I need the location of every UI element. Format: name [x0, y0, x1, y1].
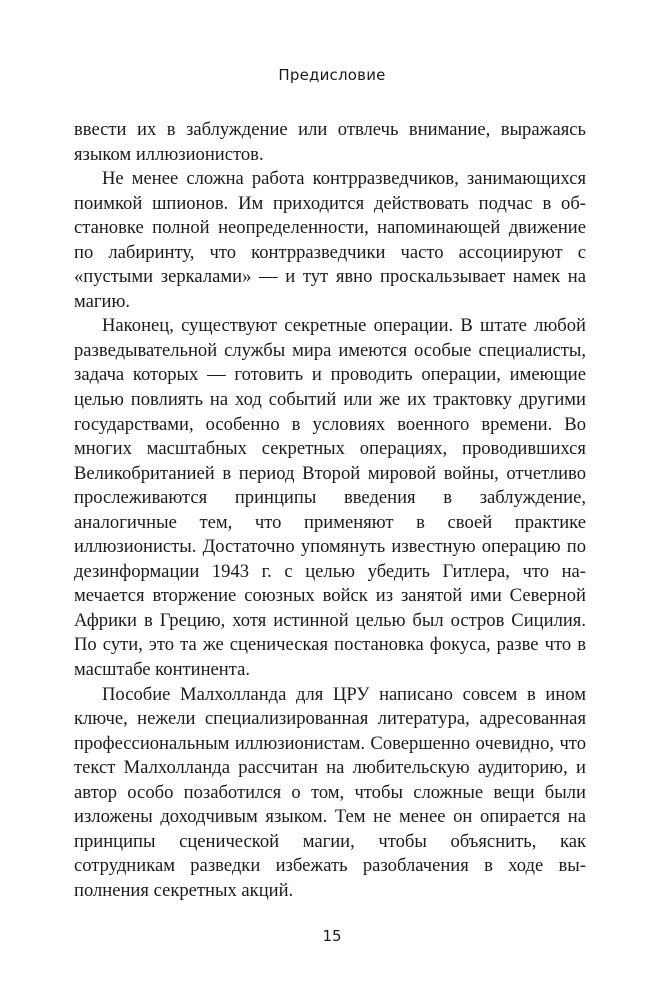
- page-number: 15: [322, 927, 342, 945]
- paragraph-covert-operations: Наконец, существуют секретные операции. В штате любой разведывательной службы мира имеются особые специалисты, задача которых — готовить и проводить операции, имеющие целью повлиять на ход событий или же их трактовку другими государствами, особенно в условиях военного времени. Во многих масштабных секретных операциях, проводившихся Великобританией в период Второй мировой войны, отчетливо прослеживаются принципы введения в заблуждение, аналогичные тем, что применяют в своей практике иллюзионисты. Достаточно упомянуть известную операцию по дезинформации 1943 г. с целью убедить Гитлера, что намечается вторжение союзных войск из занятой ими Северной Африки в Грецию, хотя истинной целью был остров Сицилия. По сути, это та же сценическая постановка фокуса, разве что в масштабе континента.: [74, 315, 586, 681]
- paragraph-mulholland-manual: Пособие Малхолланда для ЦРУ написано совсем в ином ключе, нежели специализированная литература, адресованная профессиональным иллюзионистам. Совершенно очевидно, что текст Малхолланда рассчитан на любительскую аудиторию, и автор особо позаботился о том, чтобы сложные вещи были изложены доходчивым языком. Тем не менее он опирается на принципы сценической магии, чтобы объяснить, как сотрудникам разведки избежать разоблачения в ходе выполнения секретных акций.: [74, 683, 586, 901]
- paragraph-continued: ввести их в заблуждение или отвлечь внимание, выражаясь языком иллюзионистов.: [74, 119, 586, 165]
- paragraph-counterintelligence: Не менее сложна работа контрразведчиков, занимающихся поимкой шпионов. Им приходится действовать подчас в обстановке полной неопределенности, напоминающей движение по лабиринту, что контрразведчики часто ассоциируют с «пустыми зеркалами» — и тут явно проскальзывает намек на магию.: [74, 168, 586, 312]
- running-header: Предисловие: [278, 66, 386, 84]
- body-text: [74, 118, 586, 904]
